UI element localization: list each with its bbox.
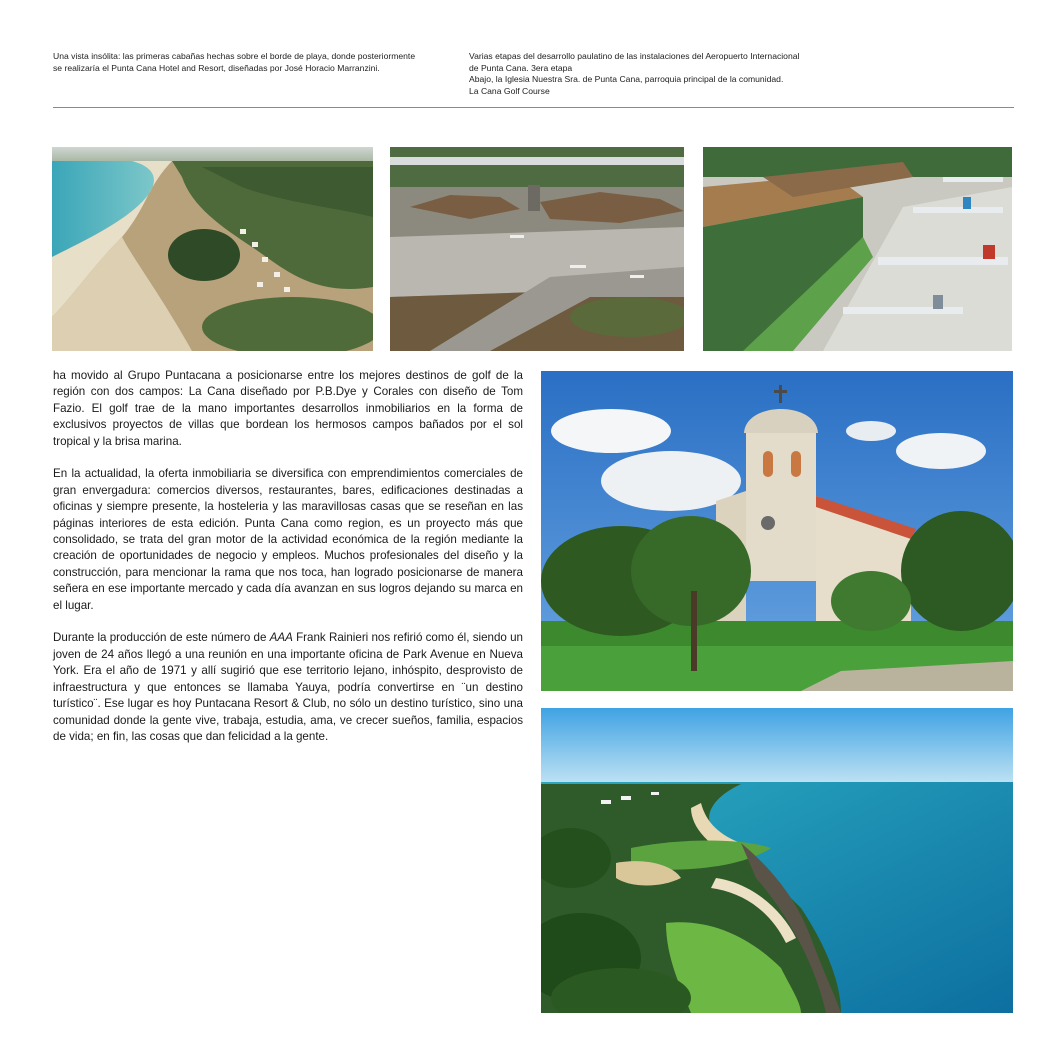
publication-name: AAA [269,631,293,645]
article-text: Durante la producción de este número de [53,631,270,645]
beach-cabins-photo [52,147,373,351]
article-body [53,368,523,762]
caption-left: Una vista insólita: las primeras cabañas hechas sobre el borde de playa, donde posteriormente se realizaría el Punta Cana Hotel and Resort, diseñadas por José Horacio Marranzini. [53,51,416,73]
article-paragraph [53,630,523,745]
golf-course-photo [541,708,1013,1013]
church-photo [541,371,1013,691]
caption-right: Varias etapas del desarrollo paulatino de las instalaciones del Aeropuerto Internacional de Punta Cana. 3era etapa Abajo, la Iglesia Nuestra Sra. de Punta Cana, parroquia principal de la comunidad. La Cana Golf Course [469,51,800,96]
airport-terminals-photo [390,147,684,351]
airport-aircraft-photo [703,147,1012,351]
article-text: Frank Rainieri nos refirió como él, siendo un joven de 24 años llegó a una reunión en una importante oficina de Park Avenue en Nueva York. Era el año de 1971 y allí sugirió que ese territorio lejano, inhóspito, desprovisto de infraestructura y que entonces se llamaba Yauya, podría convertirse en ¨un destino turístico¨. Ese lugar es hoy Puntacana Resort & Club, no sólo un destino turístico, sino una comunidad donde la gente vive, trabaja, estudia, ama, ve crecer sueños, familia, espacios de vida; en fin, las cosas que dan felicidad a la gente. [53,631,523,743]
header-divider [53,107,1014,108]
article-paragraph: En la actualidad, la oferta inmobiliaria se diversifica con emprendimientos comerciales de gran envergadura: comercios diversos, restaurantes, bares, edificaciones destinadas a oficinas y siempre presente, la hosteleria y las maravillosas casas que se reseñan en las páginas interiores de esta edición. Punta Cana como region, es un proyecto más que consolidado, se trata del gran motor de la actividad económica de la región mediante la creación de oportunidades de negocio y empleos. Muchos profesionales del diseño y la construcción, para mencionar la rama que nos toca, han logrado posicionarse de manera señera en ese importante mercado y cada día avanzan en sus logros dejando su marca en el lugar. [53,467,523,612]
article-paragraph: ha movido al Grupo Puntacana a posicionarse entre los mejores destinos de golf de la región con dos campos: La Cana diseñado por P.B.Dye y Corales con diseño de Tom Fazio. El golf trae de la mano importantes desarrollos inmobiliarios en la forma de exclusivos proyectos de villas que bordean los hermosos campos bañados por el sol tropical y la brisa marina. [53,369,523,448]
